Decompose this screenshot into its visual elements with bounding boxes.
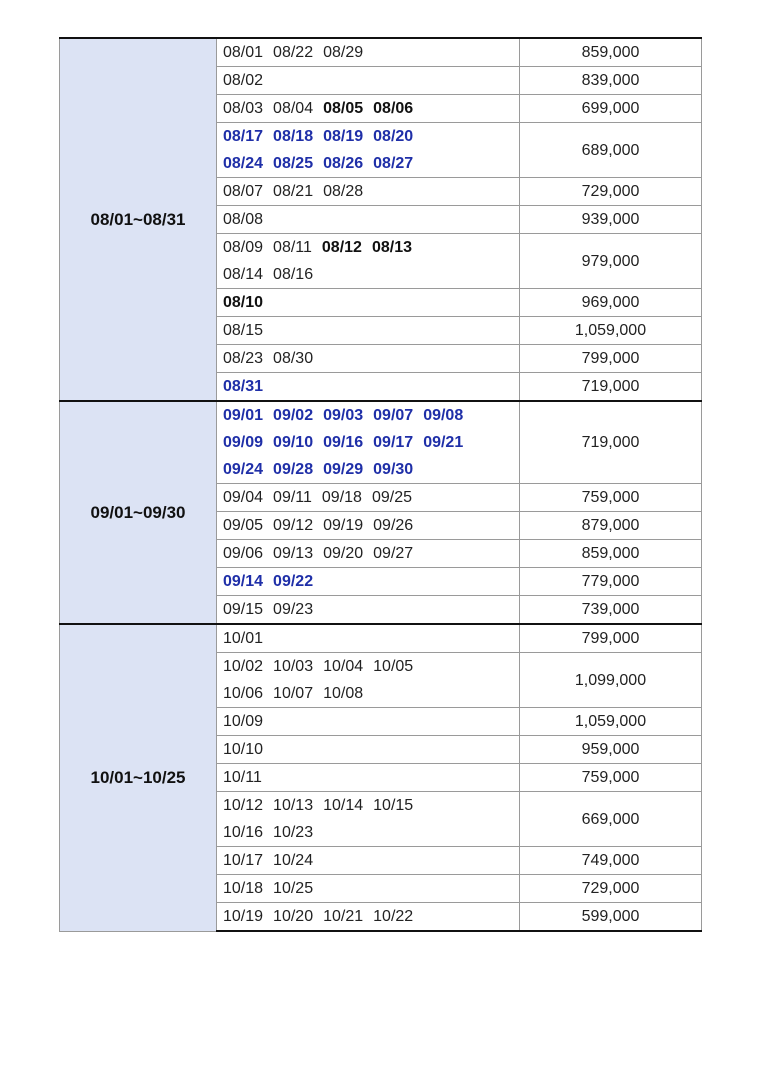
table-row bbox=[60, 38, 702, 67]
date-text: 08/19 bbox=[323, 128, 364, 145]
dates-line bbox=[223, 540, 513, 567]
dates-cell bbox=[217, 289, 520, 317]
dates-line bbox=[223, 792, 513, 819]
price-cell: 739,000 bbox=[520, 596, 702, 625]
dates-line bbox=[223, 819, 513, 846]
date-text: 08/26 bbox=[323, 155, 364, 172]
dates-line bbox=[223, 206, 513, 233]
date-text: 09/01 bbox=[223, 407, 264, 424]
dates-cell bbox=[217, 234, 520, 289]
date-text: 09/11 bbox=[273, 489, 312, 506]
date-text: 08/23 bbox=[223, 350, 264, 367]
dates-line bbox=[223, 261, 513, 288]
dates-cell bbox=[217, 178, 520, 206]
dates-cell bbox=[217, 568, 520, 596]
date-text: 09/07 bbox=[373, 407, 414, 424]
dates-line bbox=[223, 456, 513, 483]
date-text: 10/07 bbox=[273, 685, 314, 702]
dates-line bbox=[223, 903, 513, 930]
dates-line bbox=[223, 429, 513, 456]
table-row bbox=[60, 401, 702, 484]
date-text: 08/31 bbox=[223, 378, 264, 395]
dates-line bbox=[223, 95, 513, 122]
date-text: 10/16 bbox=[223, 824, 264, 841]
date-text: 09/03 bbox=[323, 407, 364, 424]
date-text: 08/21 bbox=[273, 183, 314, 200]
period-cell: 08/01~08/31 bbox=[60, 38, 217, 401]
date-text: 08/15 bbox=[223, 322, 264, 339]
dates-line bbox=[223, 402, 513, 429]
dates-cell bbox=[217, 38, 520, 67]
date-text: 09/22 bbox=[273, 573, 314, 590]
date-text: 09/26 bbox=[373, 517, 414, 534]
price-cell: 699,000 bbox=[520, 95, 702, 123]
price-cell: 669,000 bbox=[520, 792, 702, 847]
date-text: 10/04 bbox=[323, 658, 364, 675]
dates-cell bbox=[217, 67, 520, 95]
dates-line bbox=[223, 123, 513, 150]
price-cell: 1,099,000 bbox=[520, 653, 702, 708]
date-text: 10/22 bbox=[373, 908, 414, 925]
dates-cell bbox=[217, 875, 520, 903]
date-text: 09/09 bbox=[223, 434, 264, 451]
dates-cell bbox=[217, 123, 520, 178]
date-text: 09/16 bbox=[323, 434, 364, 451]
date-text: 10/13 bbox=[273, 797, 314, 814]
price-table bbox=[59, 37, 702, 932]
dates-cell bbox=[217, 624, 520, 653]
period-cell: 09/01~09/30 bbox=[60, 401, 217, 624]
dates-line bbox=[223, 625, 513, 652]
dates-cell bbox=[217, 596, 520, 625]
date-text: 10/09 bbox=[223, 713, 264, 730]
date-text: 08/17 bbox=[223, 128, 264, 145]
date-text: 08/16 bbox=[273, 266, 314, 283]
date-text: 09/27 bbox=[373, 545, 414, 562]
dates-cell bbox=[217, 206, 520, 234]
price-cell: 799,000 bbox=[520, 624, 702, 653]
dates-line bbox=[223, 680, 513, 707]
date-text: 10/21 bbox=[323, 908, 364, 925]
date-text: 08/04 bbox=[273, 100, 314, 117]
date-text: 08/03 bbox=[223, 100, 264, 117]
dates-line bbox=[223, 847, 513, 874]
date-text: 09/15 bbox=[223, 601, 264, 618]
dates-line bbox=[223, 373, 513, 400]
dates-cell bbox=[217, 512, 520, 540]
date-text: 09/04 bbox=[223, 489, 264, 506]
price-cell: 859,000 bbox=[520, 38, 702, 67]
dates-line bbox=[223, 345, 513, 372]
date-text: 08/06 bbox=[373, 100, 414, 117]
date-text: 08/22 bbox=[273, 44, 314, 61]
date-text: 09/30 bbox=[373, 461, 414, 478]
date-text: 08/29 bbox=[323, 44, 364, 61]
dates-cell bbox=[217, 736, 520, 764]
date-text: 09/13 bbox=[273, 545, 314, 562]
date-text: 10/12 bbox=[223, 797, 264, 814]
price-cell: 719,000 bbox=[520, 373, 702, 402]
dates-line bbox=[223, 568, 513, 595]
price-cell: 1,059,000 bbox=[520, 708, 702, 736]
price-cell: 939,000 bbox=[520, 206, 702, 234]
date-text: 10/23 bbox=[273, 824, 314, 841]
date-text: 08/07 bbox=[223, 183, 264, 200]
dates-cell bbox=[217, 317, 520, 345]
price-cell: 779,000 bbox=[520, 568, 702, 596]
date-text: 08/24 bbox=[223, 155, 264, 172]
price-cell: 599,000 bbox=[520, 903, 702, 932]
date-text: 08/25 bbox=[273, 155, 314, 172]
date-text: 08/30 bbox=[273, 350, 314, 367]
dates-cell bbox=[217, 95, 520, 123]
dates-cell bbox=[217, 708, 520, 736]
date-text: 09/08 bbox=[423, 407, 464, 424]
date-text: 09/20 bbox=[323, 545, 364, 562]
dates-line bbox=[223, 317, 513, 344]
date-text: 09/25 bbox=[371, 489, 412, 506]
date-text: 08/10 bbox=[223, 294, 264, 311]
date-text: 10/14 bbox=[323, 797, 364, 814]
date-text: 10/17 bbox=[223, 852, 264, 869]
date-text: 10/15 bbox=[373, 797, 414, 814]
price-table-body bbox=[60, 38, 702, 931]
dates-line bbox=[223, 512, 513, 539]
dates-line bbox=[223, 234, 513, 261]
dates-line bbox=[223, 39, 513, 66]
date-text: 08/02 bbox=[223, 72, 264, 89]
date-text: 09/14 bbox=[223, 573, 264, 590]
dates-cell bbox=[217, 345, 520, 373]
date-text: 08/13 bbox=[371, 239, 412, 256]
date-text: 08/12 bbox=[321, 239, 362, 256]
price-cell: 759,000 bbox=[520, 764, 702, 792]
date-text: 09/24 bbox=[223, 461, 264, 478]
dates-cell bbox=[217, 764, 520, 792]
date-text: 09/19 bbox=[323, 517, 364, 534]
date-text: 10/02 bbox=[223, 658, 264, 675]
date-text: 09/12 bbox=[273, 517, 314, 534]
price-cell: 879,000 bbox=[520, 512, 702, 540]
date-text: 10/19 bbox=[223, 908, 264, 925]
dates-cell bbox=[217, 401, 520, 484]
dates-cell bbox=[217, 847, 520, 875]
dates-cell bbox=[217, 903, 520, 932]
date-text: 08/14 bbox=[223, 266, 264, 283]
date-text: 10/01 bbox=[223, 630, 264, 647]
dates-line bbox=[223, 178, 513, 205]
dates-cell bbox=[217, 792, 520, 847]
date-text: 08/20 bbox=[373, 128, 414, 145]
date-text: 08/18 bbox=[273, 128, 314, 145]
date-text: 10/03 bbox=[273, 658, 314, 675]
date-text: 08/28 bbox=[323, 183, 364, 200]
dates-line bbox=[223, 150, 513, 177]
price-cell: 959,000 bbox=[520, 736, 702, 764]
date-text: 09/10 bbox=[273, 434, 314, 451]
date-text: 09/23 bbox=[273, 601, 314, 618]
price-cell: 729,000 bbox=[520, 178, 702, 206]
dates-cell bbox=[217, 484, 520, 512]
period-cell: 10/01~10/25 bbox=[60, 624, 217, 931]
dates-line bbox=[223, 67, 513, 94]
date-text: 09/29 bbox=[323, 461, 364, 478]
dates-line bbox=[223, 708, 513, 735]
price-cell: 689,000 bbox=[520, 123, 702, 178]
date-text: 08/11 bbox=[273, 239, 312, 256]
price-cell: 729,000 bbox=[520, 875, 702, 903]
date-text: 08/05 bbox=[323, 100, 364, 117]
dates-line bbox=[223, 596, 513, 623]
dates-line bbox=[223, 484, 513, 511]
dates-line bbox=[223, 289, 513, 316]
date-text: 09/21 bbox=[423, 434, 464, 451]
date-text: 09/05 bbox=[223, 517, 264, 534]
date-text: 10/05 bbox=[373, 658, 414, 675]
date-text: 09/17 bbox=[373, 434, 414, 451]
price-cell: 969,000 bbox=[520, 289, 702, 317]
date-text: 08/08 bbox=[223, 211, 264, 228]
date-text: 08/09 bbox=[223, 239, 264, 256]
date-text: 10/10 bbox=[223, 741, 264, 758]
table-row bbox=[60, 624, 702, 653]
price-cell: 1,059,000 bbox=[520, 317, 702, 345]
price-cell: 749,000 bbox=[520, 847, 702, 875]
dates-line bbox=[223, 736, 513, 763]
price-cell: 759,000 bbox=[520, 484, 702, 512]
price-cell: 839,000 bbox=[520, 67, 702, 95]
date-text: 08/27 bbox=[373, 155, 414, 172]
price-cell: 859,000 bbox=[520, 540, 702, 568]
dates-line bbox=[223, 653, 513, 680]
date-text: 09/02 bbox=[273, 407, 314, 424]
price-cell: 719,000 bbox=[520, 401, 702, 484]
date-text: 10/06 bbox=[223, 685, 264, 702]
date-text: 10/08 bbox=[323, 685, 364, 702]
date-text: 09/28 bbox=[273, 461, 314, 478]
price-cell: 979,000 bbox=[520, 234, 702, 289]
dates-cell bbox=[217, 653, 520, 708]
date-text: 10/24 bbox=[273, 852, 314, 869]
date-text: 10/11 bbox=[223, 769, 262, 786]
date-text: 09/18 bbox=[321, 489, 362, 506]
dates-cell bbox=[217, 373, 520, 402]
price-cell: 799,000 bbox=[520, 345, 702, 373]
date-text: 10/20 bbox=[273, 908, 314, 925]
date-text: 09/06 bbox=[223, 545, 264, 562]
date-text: 10/18 bbox=[223, 880, 264, 897]
dates-line bbox=[223, 764, 513, 791]
dates-line bbox=[223, 875, 513, 902]
date-text: 10/25 bbox=[273, 880, 314, 897]
date-text: 08/01 bbox=[223, 44, 264, 61]
dates-cell bbox=[217, 540, 520, 568]
